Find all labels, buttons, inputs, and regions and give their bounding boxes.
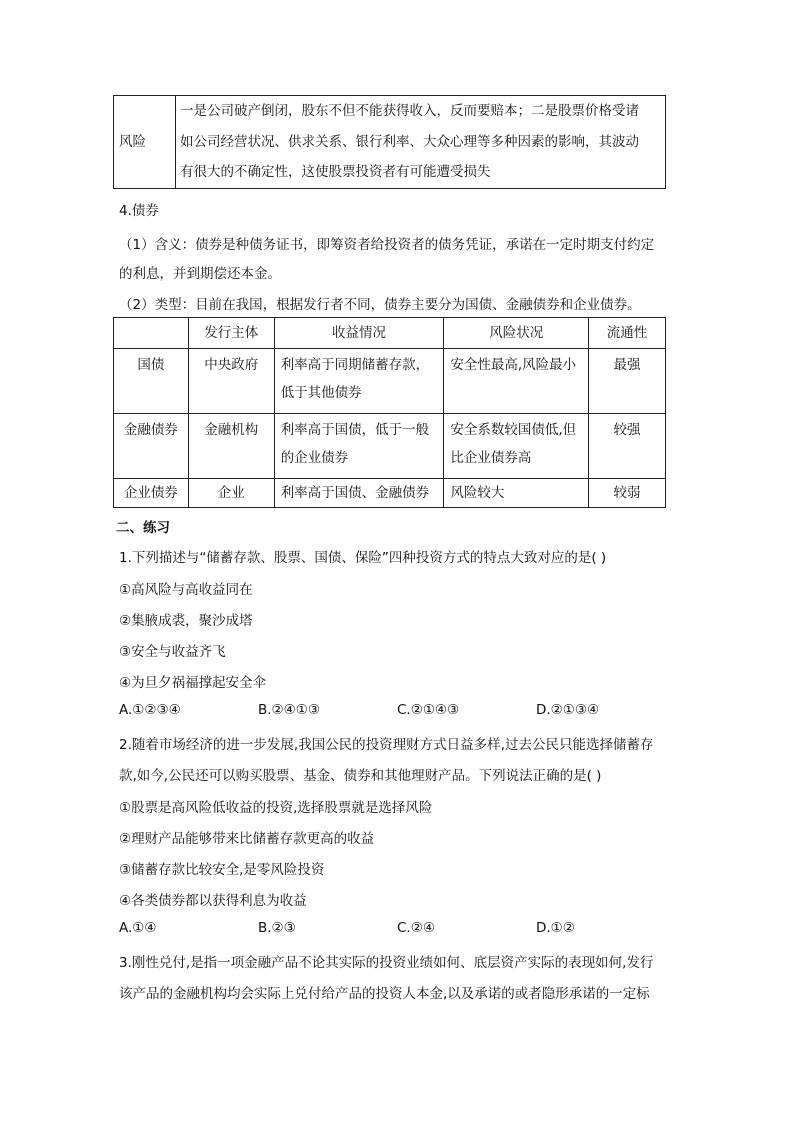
header-cell-liquidity: 流通性 — [589, 318, 666, 349]
risk-label-cell: 风险 — [114, 96, 176, 189]
risk-status-line-1: 安全系数较国债低,但 — [450, 422, 577, 438]
q3-stem-line-2: 该产品的金融机构均会实际上兑付给产品的投资人本金,以及承诺的或者隐形承诺的一定标 — [119, 986, 650, 1002]
q2-option-a: A.①④ — [119, 920, 157, 936]
q1-option-b: B.②④①③ — [258, 702, 320, 718]
bond-liquidity-cell: 最强 — [589, 349, 666, 414]
risk-status-line-1: 风险较大 — [450, 485, 505, 501]
header-cell-income: 收益情况 — [274, 318, 444, 349]
q1-item-1: ①高风险与高收益同在 — [119, 582, 253, 598]
bond-types-line: （2）类型：目前在我国，根据发行者不同，债券主要分为国债、金融债券和企业债券。 — [119, 297, 641, 313]
income-line-2: 低于其他债券 — [280, 385, 362, 401]
header-cell-issuer: 发行主体 — [188, 318, 274, 349]
risk-status-line-1: 安全性最高,风险最小 — [450, 357, 577, 373]
bond-issuer-cell: 金融机构 — [188, 414, 274, 479]
header-cell-risk: 风险状况 — [444, 318, 589, 349]
q2-stem-line-2: 款,如今,公民还可以购买股票、基金、债券和其他理财产品。下列说法正确的是( ) — [119, 768, 602, 784]
income-line-2: 的企业债券 — [280, 450, 349, 466]
q1-option-a: A.①②③④ — [119, 702, 181, 718]
risk-status-line-2: 比企业债券高 — [450, 450, 532, 466]
q2-item-3: ③储蓄存款比较安全,是零风险投资 — [119, 862, 325, 878]
bond-meaning-line-1: （1）含义：债券是种债务证书，即筹资者给投资者的债务凭证，承诺在一定时期支付约定 — [119, 237, 655, 253]
table-row — [114, 349, 666, 414]
practice-heading: 二、练习 — [116, 520, 170, 536]
table-row — [114, 414, 666, 479]
header-cell-blank — [114, 318, 189, 349]
bond-liquidity-cell: 较强 — [589, 414, 666, 479]
bond-heading: 4.债券 — [119, 203, 159, 219]
bond-table-header-row — [114, 318, 666, 349]
risk-line-2: 如公司经营状况、供求关系、银行利率、大众心理等多种因素的影响，其波动 — [180, 133, 639, 150]
q2-option-d: D.①② — [536, 920, 575, 936]
q1-stem: 1.下列描述与“储蓄存款、股票、国债、保险”四种投资方式的特点大致对应的是( ) — [119, 550, 607, 566]
income-line-1: 利率高于国债，低于一般 — [280, 422, 430, 438]
bond-risk-cell — [444, 414, 589, 479]
bond-issuer-cell: 中央政府 — [188, 349, 274, 414]
q3-stem-line-1: 3.刚性兑付,是指一项金融产品不论其实际的投资业绩如何、底层资产实际的表现如何,发行 — [119, 955, 654, 971]
q1-option-c: C.②①④③ — [397, 702, 460, 718]
q2-item-4: ④各类债券都以获得利息为收益 — [119, 893, 307, 909]
q2-item-2: ②理财产品能够带来比储蓄存款更高的收益 — [119, 831, 375, 847]
stock-risk-table — [113, 95, 666, 189]
table-row — [114, 479, 666, 508]
bond-income-cell — [274, 414, 444, 479]
q1-item-2: ②集腋成裘，聚沙成塔 — [119, 613, 253, 629]
bond-income-cell — [274, 349, 444, 414]
bond-name-cell: 金融债券 — [114, 414, 189, 479]
bond-risk-cell — [444, 479, 589, 508]
q2-item-1: ①股票是高风险低收益的投资,选择股票就是选择风险 — [119, 800, 433, 816]
risk-line-3: 有很大的不确定性，这使股票投资者有可能遭受损失 — [180, 164, 491, 181]
risk-line-1: 一是公司破产倒闭，股东不但不能获得收入，反而要赔本；二是股票价格受诸 — [180, 103, 639, 120]
bond-risk-cell — [444, 349, 589, 414]
bond-liquidity-cell: 较弱 — [589, 479, 666, 508]
bond-issuer-cell: 企业 — [188, 479, 274, 508]
income-line-1: 利率高于国债、金融债券 — [280, 485, 430, 501]
bond-types-table — [113, 317, 666, 508]
q1-option-d: D.②①③④ — [536, 702, 600, 718]
q2-option-c: C.②④ — [397, 920, 435, 936]
bond-meaning-line-2: 的利息，并到期偿还本金。 — [119, 266, 281, 282]
risk-content-cell — [176, 96, 666, 189]
income-line-1: 利率高于同期储蓄存款， — [280, 357, 430, 373]
bond-name-cell: 国债 — [114, 349, 189, 414]
q2-stem-line-1: 2.随着市场经济的进一步发展,我国公民的投资理财方式日益多样,过去公民只能选择储蓄存 — [119, 737, 654, 753]
bond-income-cell — [274, 479, 444, 508]
q2-option-b: B.②③ — [258, 920, 296, 936]
q1-item-4: ④为旦夕祸福撑起安全伞 — [119, 675, 267, 691]
bond-name-cell: 企业债券 — [114, 479, 189, 508]
q1-item-3: ③安全与收益齐飞 — [119, 644, 226, 660]
